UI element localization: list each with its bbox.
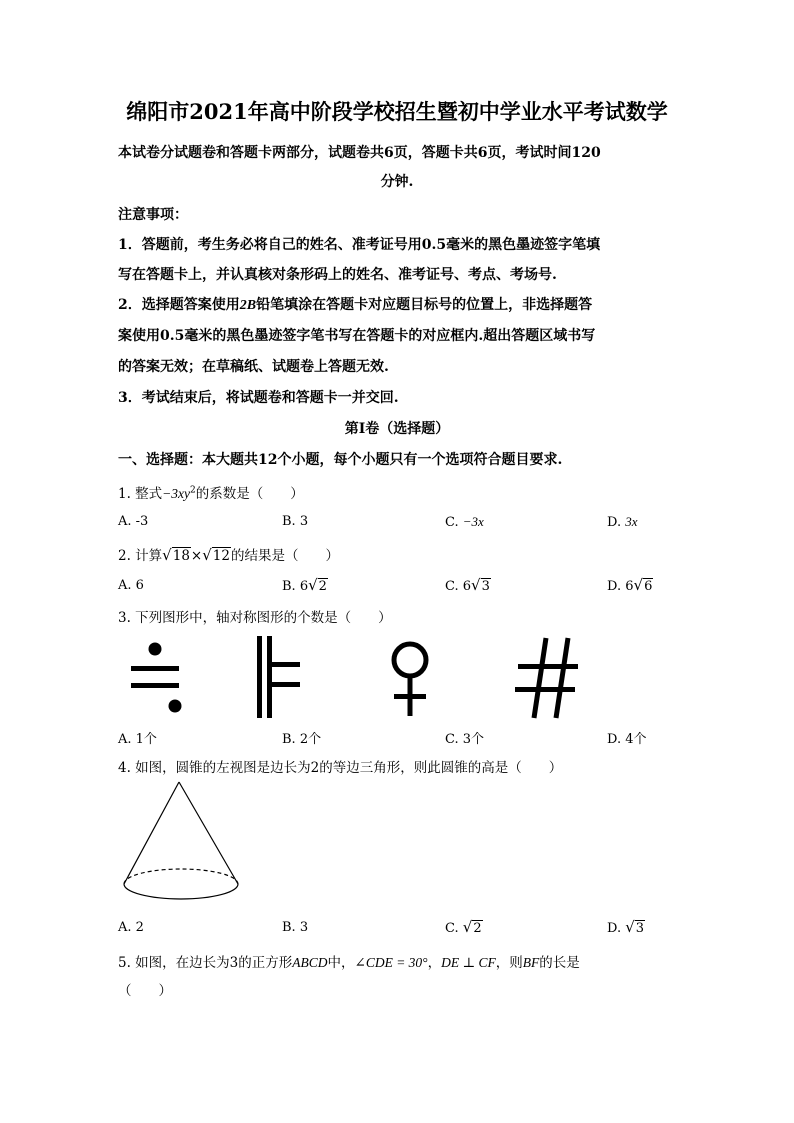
q4-option-a: A. 2	[118, 920, 144, 935]
q3-option-d: D. 4个	[607, 732, 647, 747]
q2-option-d: D. 6√6	[607, 576, 653, 594]
figure-approx-dots	[131, 643, 182, 713]
q1-expression: −3xy	[162, 486, 191, 501]
notice-item-2-line-2: 案使用0.5毫米的黑色墨迹签字笔书写在答题卡的对应框内.超出答题区域书写	[118, 328, 596, 344]
segment-bf: BF	[522, 955, 540, 970]
notice-item-2-line-1: 2．选择题答案使用2B铅笔填涂在答题卡对应题目标号的位置上，非选择题答	[118, 297, 593, 313]
question-5-blank: （ ）	[118, 983, 172, 999]
q1-option-b: B. 3	[282, 514, 309, 529]
q3-option-a: A. 1个	[118, 732, 157, 747]
cone-figure	[118, 778, 248, 906]
square-abcd: ABCD	[292, 955, 328, 970]
volume-title: 第Ⅰ卷（选择题）	[344, 421, 450, 437]
question-1: 1. 整式$-3xy^2$的系数是（ ）	[118, 485, 304, 502]
question-5: 5. 如图，在边长为3的正方形ABCD中，∠CDE = 30°，DE ⊥ CF，则BF的长是	[118, 955, 580, 971]
section-1-heading: 一、选择题：本大题共12个小题，每个小题只有一个选项符合题目要求.	[118, 452, 563, 468]
q2-option-a: A. 6	[118, 578, 144, 593]
notice-item-3: 3．考试结束后，将试题卷和答题卡一并交回.	[118, 390, 399, 406]
pencil-grade: 2B	[239, 298, 257, 313]
q1-option-a: A. -3	[118, 514, 149, 529]
de-perp-cf: DE ⊥ CF	[441, 955, 496, 970]
figure-hash-symbol	[515, 638, 578, 718]
q3-option-b: B. 2个	[282, 732, 322, 747]
q4-option-c: C. √2	[445, 918, 482, 936]
sqrt-18: √18	[162, 546, 190, 564]
notice-item-1-line-1: 1．答题前，考生务必将自己的姓名、准考证号用0.5毫米的黑色墨迹签字笔填	[118, 237, 601, 253]
q1-option-d: D. 3x	[607, 514, 638, 530]
q4-option-b: B. 3	[282, 920, 309, 935]
notice-heading: 注意事项：	[118, 207, 188, 223]
q3-figures	[118, 636, 608, 722]
q1-option-c: C. −3x	[445, 514, 484, 530]
notice-item-1-line-2: 写在答题卡上，并认真核对条形码上的姓名、准考证号、考点、考场号.	[118, 267, 557, 283]
intro-line-1: 本试卷分试题卷和答题卡两部分，试题卷共6页，答题卡共6页，考试时间120	[118, 145, 601, 161]
page-title: 绵阳市2021年高中阶段学校招生暨初中学业水平考试数学	[126, 99, 668, 124]
sqrt-12: √12	[202, 546, 230, 564]
question-3: 3. 下列图形中，轴对称图形的个数是（ ）	[118, 610, 392, 626]
figure-venus-symbol	[394, 644, 426, 716]
figure-double-bars	[257, 636, 300, 718]
intro-line-2: 分钟.	[380, 174, 414, 190]
question-2: 2. 计算√18×√12的结果是（ ）	[118, 546, 339, 564]
notice-item-2-line-3: 的答案无效；在草稿纸、试题卷上答题无效.	[118, 359, 389, 375]
question-4: 4. 如图，圆锥的左视图是边长为2的等边三角形，则此圆锥的高是（ ）	[118, 760, 563, 776]
q2-option-b: B. 6√2	[282, 576, 327, 594]
angle-cde: ∠CDE = 30°	[354, 955, 428, 970]
q3-option-c: C. 3个	[445, 732, 485, 747]
q4-option-d: D. √3	[607, 918, 645, 936]
q2-option-c: C. 6√3	[445, 576, 490, 594]
